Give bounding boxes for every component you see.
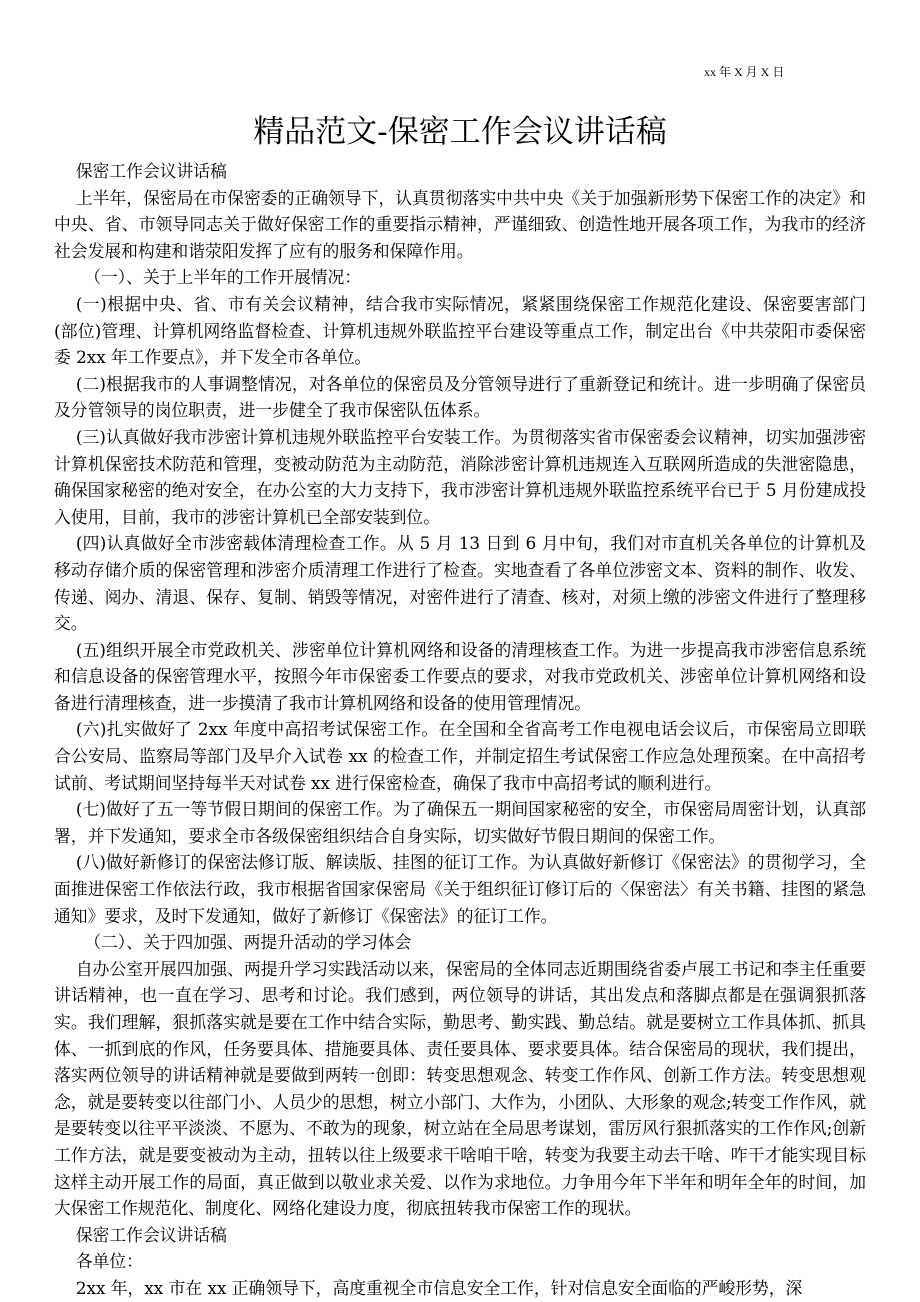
document-date: xx 年 X 月 X 日 <box>704 65 785 79</box>
paragraph: (六)扎实做好了 2xx 年度中高招考试保密工作。在全国和全省高考工作电视电话会议后，市保密局立即联合公安局、监察局等部门及早介入试卷 xx 的检查工作，并制定招生考试保密工作应急处理预案。在中高招考试前、考试期间坚持每半天对试卷 xx 进行保密检查，确保了我市中高招考试的顺利进行。 <box>54 719 866 793</box>
section-heading: 保密工作会议讲话稿 <box>75 161 227 181</box>
paragraph: (二)根据我市的人事调整情况，对各单位的保密员及分管领导进行了重新登记和统计。进一步明确了保密员及分管领导的岗位职责，进一步健全了我市保密队伍体系。 <box>54 373 866 421</box>
section-heading: （二）、关于四加强、两提升活动的学习体会 <box>84 932 412 953</box>
document-page <box>54 0 866 1302</box>
salutation: 各单位： <box>75 1251 143 1272</box>
section-heading: （一）、关于上半年的工作开展情况： <box>84 267 362 288</box>
paragraph: (八)做好新修订的保密法修订版、解读版、挂图的征订工作。为认真做好新修订《保密法》的贯彻学习，全面推进保密工作依法行政，我市根据省国家保密局《关于组织征订修订后的〈保密法〉有关书籍、挂图的紧急通知》要求，及时下发通知，做好了新修订《保密法》的征订工作。 <box>54 852 866 926</box>
paragraph: 上半年，保密局在市保密委的正确领导下，认真贯彻落实中共中央《关于加强新形势下保密工作的决定》和中央、省、市领导同志关于做好保密工作的重要指示精神，严谨细致、创造性地开展各项工作，为我市的经济社会发展和构建和谐荥阳发挥了应有的服务和保障作用。 <box>54 187 866 261</box>
paragraph: (一)根据中央、省、市有关会议精神，结合我市实际情况，紧紧围绕保密工作规范化建设、保密要害部门(部位)管理、计算机网络监督检查、计算机违规外联监控平台建设等重点工作，制定出台《中共荥阳市委保密委 2xx 年工作要点》，并下发全市各单位。 <box>54 293 866 368</box>
section-heading: 保密工作会议讲话稿 <box>75 1224 227 1245</box>
document-title: 精品范文-保密工作会议讲话稿 <box>253 113 667 150</box>
paragraph: (七)做好了五一等节假日期间的保密工作。为了确保五一期间国家秘密的安全，市保密局周密计划，认真部署，并下发通知，要求全市各级保密组织结合自身实际，切实做好节假日期间的保密工作。 <box>54 799 866 846</box>
paragraph: (三)认真做好我市涉密计算机违规外联监控平台安装工作。为贯彻落实省市保密委会议精神，切实加强涉密计算机保密技术防范和管理，变被动防范为主动防范，消除涉密计算机违规连入互联网所造成的失泄密隐患，确保国家秘密的绝对安全，在办公室的大力支持下，我市涉密计算机违规外联监控系统平台已于 5 月份建成投入使用，目前，我市的涉密计算机已全部安装到位。 <box>54 426 866 527</box>
paragraph: 2xx 年，xx 市在 xx 正确领导下，高度重视全市信息安全工作，针对信息安全面临的严峻形势，深 <box>75 1277 803 1298</box>
paragraph: 自办公室开展四加强、两提升学习实践活动以来，保密局的全体同志近期围绕省委卢展工书记和李主任重要讲话精神，也一直在学习、思考和讨论。我们感到，两位领导的讲话，其出发点和落脚点都是在强调狠抓落实。我们理解，狠抓落实就是要在工作中结合实际，勤思考、勤实践、勤总结。就是要树立工作具体抓、抓具体、一抓到底的作风，任务要具体、措施要具体、责任要具体、要求要具体。结合保密局的现状，我们提出，落实两位领导的讲话精神就是要做到两转一创即：转变思想观念、转变工作作风、创新工作方法。转变思想观念，就是要转变以往部门小、人员少的思想，树立小部门、大作为，小团队、大形象的观念;转变工作作风，就是要转变以往平平淡淡、不愿为、不敢为的现象，树立站在全局思考谋划，雷厉风行狠抓落实的工作作风;创新工作方法，就是要变被动为主动，扭转以往上级要求干啥咱干啥，转变为我要主动去干啥、咋干才能实现目标这样主动开展工作的局面，真正做到以敬业求关爱、以作为求地位。力争用今年下半年和明年全年的时间，加大保密工作规范化、制度化、网络化建设力度，彻底扭转我市保密工作的现状。 <box>54 958 866 1219</box>
paragraph: (五)组织开展全市党政机关、涉密单位计算机网络和设备的清理核查工作。为进一步提高我市涉密信息系统和信息设备的保密管理水平，按照今年市保密委工作要点的要求，对我市党政机关、涉密单位计算机网络和设备进行清理核查，进一步摸清了我市计算机网络和设备的使用管理情况。 <box>54 639 866 713</box>
document-body <box>54 158 866 1302</box>
paragraph: (四)认真做好全市涉密载体清理检查工作。从 5 月 13 日到 6 月中旬，我们对市直机关各单位的计算机及移动存储介质的保密管理和涉密介质清理工作进行了检查。实地查看了各单位涉密文本、资料的制作、收发、传递、阅办、清退、保存、复制、销毁等情况，对密件进行了清查、核对，对须上缴的涉密文件进行了整理移交。 <box>54 533 866 634</box>
